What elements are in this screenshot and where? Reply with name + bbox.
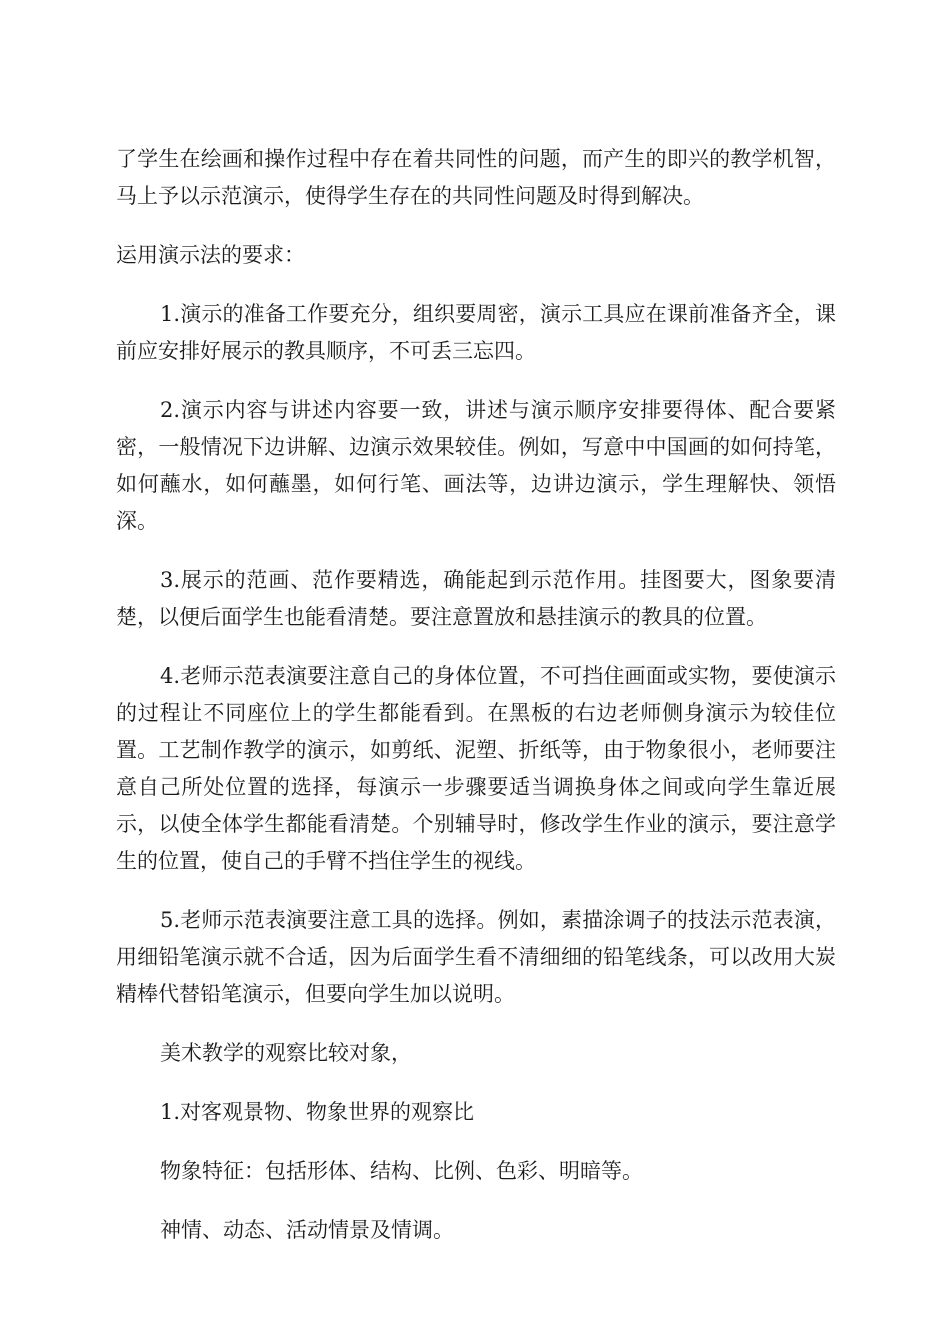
paragraph-continuation: 了学生在绘画和操作过程中存在着共同性的问题，而产生的即兴的教学机智，马上予以示范演示，使得学生存在的共同性问题及时得到解决。 (116, 147, 836, 208)
paragraph-observation-heading: 美术教学的观察比较对象， (160, 1041, 412, 1065)
paragraph-item-1: 1.演示的准备工作要充分，组织要周密，演示工具应在课前准备齐全，课前应安排好展示的教具顺序，不可丢三忘四。 (116, 302, 836, 363)
document-body (116, 141, 836, 1271)
paragraph-observation-item-1: 1.对客观景物、物象世界的观察比 (160, 1100, 475, 1124)
paragraph-item-5: 5.老师示范表演要注意工具的选择。例如，素描涂调子的技法示范表演，用细铅笔演示就不合适，因为后面学生看不清细细的铅笔线条，可以改用大炭精棒代替铅笔演示，但要向学生加以说明。 (116, 908, 836, 1006)
paragraph-object-features: 物象特征：包括形体、结构、比例、色彩、明暗等。 (160, 1159, 643, 1183)
paragraph-item-4: 4.老师示范表演要注意自己的身体位置，不可挡住画面或实物，要使演示的过程让不同座位上的学生都能看到。在黑板的右边老师侧身演示为较佳位置。工艺制作教学的演示，如剪纸、泥塑、折纸等，由于物象很小，老师要注意自己所处位置的选择，每演示一步骤要适当调换身体之间或向学生靠近展示，以使全体学生都能看清楚。个别辅导时，修改学生作业的演示，要注意学生的位置，使自己的手臂不挡住学生的视线。 (116, 664, 836, 873)
paragraph-item-3: 3.展示的范画、范作要精选，确能起到示范作用。挂图要大，图象要清楚，以便后面学生也能看清楚。要注意置放和悬挂演示的教具的位置。 (116, 568, 836, 629)
paragraph-expression: 神情、动态、活动情景及情调。 (160, 1218, 454, 1242)
paragraph-item-2: 2.演示内容与讲述内容要一致，讲述与演示顺序安排要得体、配合要紧密，一般情况下边讲解、边演示效果较佳。例如，写意中中国画的如何持笔，如何蘸水，如何蘸墨，如何行笔、画法等，边讲边演示，学生理解快、领悟深。 (116, 398, 836, 533)
paragraph-requirements-heading: 运用演示法的要求： (116, 243, 305, 267)
